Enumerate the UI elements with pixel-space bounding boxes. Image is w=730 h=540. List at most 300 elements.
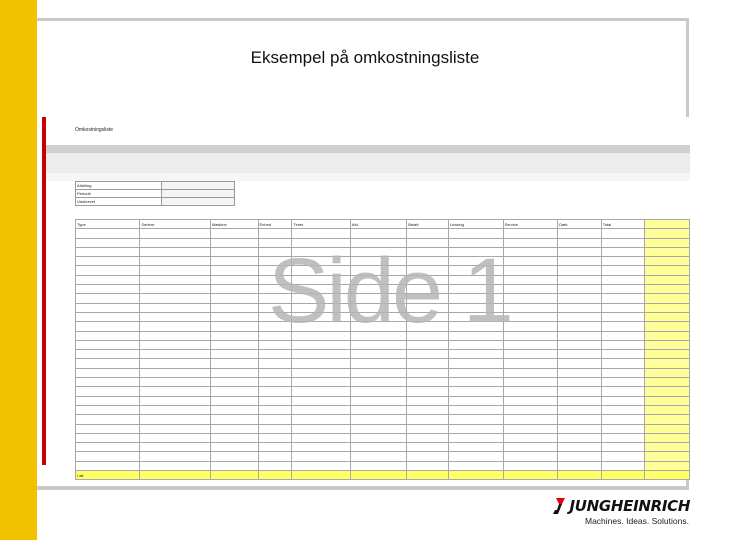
table-row: [76, 368, 690, 377]
table-cell: [258, 461, 292, 470]
table-cell: [558, 424, 602, 433]
table-cell: [76, 340, 140, 349]
table-row: [76, 285, 690, 294]
table-cell: [258, 433, 292, 442]
table-cell: [645, 266, 690, 275]
table-cell: [210, 368, 258, 377]
table-cell: [210, 433, 258, 442]
table-cell: [140, 303, 210, 312]
table-cell: [407, 433, 449, 442]
table-cell: [210, 275, 258, 284]
table-cell: [76, 368, 140, 377]
table-cell: [140, 433, 210, 442]
table-row: [76, 294, 690, 303]
table-cell: [558, 415, 602, 424]
table-cell: [601, 368, 645, 377]
table-cell: [645, 257, 690, 266]
table-cell: [601, 229, 645, 238]
table-cell: [448, 257, 503, 266]
table-cell: [503, 238, 558, 247]
table-cell: [140, 285, 210, 294]
table-cell: [645, 238, 690, 247]
table-cell: [140, 368, 210, 377]
table-cell: [448, 368, 503, 377]
info-block: [75, 181, 235, 206]
table-cell: [350, 312, 406, 321]
table-row: [76, 275, 690, 284]
table-cell: [407, 275, 449, 284]
table-cell: [558, 378, 602, 387]
table-cell: [448, 229, 503, 238]
table-cell: [601, 312, 645, 321]
table-cell: [448, 378, 503, 387]
table-cell: [448, 294, 503, 303]
table-cell: [645, 368, 690, 377]
table-cell: [558, 303, 602, 312]
table-cell: [140, 229, 210, 238]
table-cell: [76, 415, 140, 424]
table-cell: [558, 340, 602, 349]
table-cell: [350, 275, 406, 284]
table-cell: [140, 461, 210, 470]
table-cell: [350, 322, 406, 331]
table-cell: [503, 405, 558, 414]
table-cell: [558, 247, 602, 256]
table-row: [76, 452, 690, 461]
bottom-rule: [37, 486, 689, 490]
table-cell: [140, 275, 210, 284]
table-row: [76, 266, 690, 275]
table-body: [76, 229, 690, 480]
column-header: Enhed: [258, 220, 292, 229]
table-cell: [258, 424, 292, 433]
table-cell: [645, 415, 690, 424]
table-cell: [292, 312, 351, 321]
table-cell: [503, 452, 558, 461]
table-cell: [407, 238, 449, 247]
table-cell: [558, 433, 602, 442]
table-cell: [407, 368, 449, 377]
table-cell: [407, 294, 449, 303]
table-cell: [258, 285, 292, 294]
table-cell: [350, 452, 406, 461]
total-cell: [350, 471, 406, 480]
table-cell: [350, 368, 406, 377]
table-cell: [448, 424, 503, 433]
table-cell: [601, 247, 645, 256]
table-cell: [601, 396, 645, 405]
table-cell: [292, 415, 351, 424]
table-cell: [258, 415, 292, 424]
table-cell: [76, 294, 140, 303]
table-cell: [76, 378, 140, 387]
table-cell: [601, 433, 645, 442]
table-row: [76, 378, 690, 387]
table-cell: [448, 433, 503, 442]
table-cell: [503, 340, 558, 349]
table-cell: [258, 378, 292, 387]
logo-mark-icon: [553, 498, 565, 514]
table-cell: [601, 322, 645, 331]
info-value: [162, 198, 235, 206]
table-cell: [601, 350, 645, 359]
table-cell: [210, 350, 258, 359]
table-cell: [448, 238, 503, 247]
table-cell: [292, 368, 351, 377]
table-cell: [210, 461, 258, 470]
table-row: [76, 238, 690, 247]
table-cell: [601, 443, 645, 452]
table-cell: [210, 229, 258, 238]
table-row: [76, 415, 690, 424]
table-cell: [503, 396, 558, 405]
table-cell: [503, 285, 558, 294]
table-cell: [292, 350, 351, 359]
table-cell: [210, 387, 258, 396]
table-cell: [645, 461, 690, 470]
table-cell: [407, 461, 449, 470]
table-cell: [503, 294, 558, 303]
table-cell: [558, 461, 602, 470]
table-cell: [503, 433, 558, 442]
table-cell: [448, 405, 503, 414]
table-cell: [210, 331, 258, 340]
table-cell: [292, 266, 351, 275]
table-cell: [448, 266, 503, 275]
table-cell: [601, 452, 645, 461]
table-cell: [76, 257, 140, 266]
table-cell: [503, 322, 558, 331]
total-cell: [645, 471, 690, 480]
table-cell: [76, 405, 140, 414]
table-cell: [292, 396, 351, 405]
table-cell: [258, 331, 292, 340]
table-cell: [76, 312, 140, 321]
table-cell: [407, 350, 449, 359]
table-cell: [503, 303, 558, 312]
column-header: Dæk: [558, 220, 602, 229]
table-cell: [76, 266, 140, 275]
table-cell: [76, 387, 140, 396]
table-cell: [558, 405, 602, 414]
table-row: [76, 396, 690, 405]
table-cell: [140, 387, 210, 396]
table-cell: [350, 396, 406, 405]
table-cell: [448, 340, 503, 349]
table-cell: [350, 247, 406, 256]
table-cell: [645, 443, 690, 452]
table-cell: [558, 368, 602, 377]
table-cell: [601, 238, 645, 247]
table-cell: [258, 229, 292, 238]
table-cell: [601, 285, 645, 294]
table-cell: [76, 452, 140, 461]
table-cell: [258, 443, 292, 452]
table-cell: [645, 322, 690, 331]
table-cell: [210, 396, 258, 405]
table-cell: [503, 350, 558, 359]
table-row: [76, 443, 690, 452]
table-cell: [140, 257, 210, 266]
slide-title: Eksempel på omkostningsliste: [250, 48, 480, 67]
table-cell: [140, 452, 210, 461]
table-cell: [292, 322, 351, 331]
column-header: [645, 220, 690, 229]
table-cell: [140, 312, 210, 321]
table-cell: [645, 340, 690, 349]
total-cell: [448, 471, 503, 480]
table-cell: [558, 322, 602, 331]
table-cell: [407, 340, 449, 349]
spreadsheet-header-band: [46, 153, 690, 173]
table-cell: [258, 368, 292, 377]
table-cell: [258, 322, 292, 331]
table-header-row: [76, 220, 690, 229]
table-cell: [558, 257, 602, 266]
table-cell: [258, 396, 292, 405]
table-cell: [448, 303, 503, 312]
table-cell: [140, 378, 210, 387]
table-cell: [210, 266, 258, 275]
table-cell: [601, 275, 645, 284]
table-cell: [210, 415, 258, 424]
table-cell: [645, 359, 690, 368]
table-row: [76, 433, 690, 442]
table-cell: [140, 415, 210, 424]
table-row: [76, 312, 690, 321]
table-cell: [140, 396, 210, 405]
table-cell: [558, 266, 602, 275]
table-cell: [350, 238, 406, 247]
table-cell: [76, 229, 140, 238]
table-cell: [258, 340, 292, 349]
table-cell: [292, 331, 351, 340]
table-cell: [645, 452, 690, 461]
table-cell: [210, 424, 258, 433]
table-cell: [292, 387, 351, 396]
table-cell: [601, 378, 645, 387]
table-cell: [210, 340, 258, 349]
table-cell: [645, 247, 690, 256]
table-cell: [448, 387, 503, 396]
table-cell: [140, 238, 210, 247]
table-cell: [645, 350, 690, 359]
table-cell: [210, 312, 258, 321]
table-cell: [503, 312, 558, 321]
total-cell: [407, 471, 449, 480]
table-cell: [292, 461, 351, 470]
table-cell: [448, 331, 503, 340]
table-cell: [645, 303, 690, 312]
table-cell: [503, 247, 558, 256]
table-cell: [601, 340, 645, 349]
table-cell: [407, 247, 449, 256]
table-cell: [350, 285, 406, 294]
table-cell: [258, 294, 292, 303]
table-cell: [76, 350, 140, 359]
table-cell: [292, 424, 351, 433]
info-value: [162, 182, 235, 190]
table-cell: [76, 303, 140, 312]
table-cell: [210, 247, 258, 256]
table-cell: [350, 340, 406, 349]
table-row: [76, 340, 690, 349]
table-cell: [210, 238, 258, 247]
table-cell: [407, 405, 449, 414]
table-cell: [292, 443, 351, 452]
table-cell: [76, 285, 140, 294]
table-cell: [448, 275, 503, 284]
table-cell: [601, 266, 645, 275]
table-cell: [210, 378, 258, 387]
table-cell: [76, 238, 140, 247]
table-cell: [601, 461, 645, 470]
spreadsheet-screenshot: [42, 117, 690, 478]
table-cell: [76, 443, 140, 452]
table-cell: [76, 322, 140, 331]
table-cell: [258, 452, 292, 461]
table-cell: [448, 312, 503, 321]
spreadsheet-toolbar-band: [46, 145, 690, 153]
table-cell: [448, 415, 503, 424]
table-cell: [407, 266, 449, 275]
table-cell: [601, 359, 645, 368]
table-cell: [601, 415, 645, 424]
table-cell: [350, 405, 406, 414]
table-cell: [140, 405, 210, 414]
table-cell: [76, 433, 140, 442]
column-header: Timer: [292, 220, 351, 229]
table-cell: [503, 266, 558, 275]
table-cell: [292, 405, 351, 414]
table-cell: [292, 452, 351, 461]
table-cell: [645, 396, 690, 405]
table-cell: [645, 387, 690, 396]
table-cell: [448, 322, 503, 331]
table-cell: [645, 285, 690, 294]
table-row: [76, 331, 690, 340]
table-cell: [407, 257, 449, 266]
table-cell: [503, 461, 558, 470]
table-cell: [350, 303, 406, 312]
table-cell: [258, 238, 292, 247]
table-cell: [407, 378, 449, 387]
table-total-row: [76, 471, 690, 480]
table-cell: [350, 433, 406, 442]
column-header: Leasing: [448, 220, 503, 229]
table-cell: [292, 359, 351, 368]
table-cell: [558, 238, 602, 247]
table-cell: [407, 303, 449, 312]
table-cell: [350, 415, 406, 424]
info-value: [162, 190, 235, 198]
table-cell: [76, 396, 140, 405]
table-cell: [76, 424, 140, 433]
info-label: Udskrevet: [76, 198, 162, 206]
table-cell: [601, 405, 645, 414]
table-cell: [558, 387, 602, 396]
table-cell: [292, 303, 351, 312]
spreadsheet-subheader-band: [46, 173, 690, 181]
table-cell: [140, 322, 210, 331]
table-cell: [558, 294, 602, 303]
table-cell: [350, 378, 406, 387]
table-row: [76, 322, 690, 331]
total-cell: [258, 471, 292, 480]
table-cell: [407, 452, 449, 461]
table-cell: [407, 285, 449, 294]
table-cell: [558, 396, 602, 405]
table-cell: [210, 257, 258, 266]
table-cell: [558, 443, 602, 452]
logo-wordmark: JUNGHEINRICH: [569, 497, 691, 515]
table-cell: [503, 368, 558, 377]
table-cell: [258, 247, 292, 256]
total-cell: [140, 471, 210, 480]
table-row: [76, 350, 690, 359]
table-cell: [292, 294, 351, 303]
table-cell: [210, 294, 258, 303]
table-cell: [503, 378, 558, 387]
table-cell: [558, 285, 602, 294]
table-cell: [407, 396, 449, 405]
table-cell: [558, 229, 602, 238]
table-cell: [140, 331, 210, 340]
column-header: Serienr.: [140, 220, 210, 229]
total-cell: I alt: [76, 471, 140, 480]
table-cell: [503, 387, 558, 396]
info-label: Periode: [76, 190, 162, 198]
table-cell: [645, 424, 690, 433]
info-row: [76, 198, 235, 206]
table-cell: [258, 257, 292, 266]
table-cell: [350, 359, 406, 368]
table-cell: [448, 285, 503, 294]
table-cell: [645, 433, 690, 442]
table-cell: [76, 331, 140, 340]
table-cell: [407, 424, 449, 433]
table-cell: [558, 452, 602, 461]
info-label: Afdeling: [76, 182, 162, 190]
table-cell: [210, 285, 258, 294]
table-cell: [292, 378, 351, 387]
watermark-text: Side 1: [268, 240, 511, 342]
table-row: [76, 461, 690, 470]
table-cell: [292, 229, 351, 238]
table-cell: [645, 378, 690, 387]
total-cell: [558, 471, 602, 480]
table-cell: [258, 266, 292, 275]
column-header: Maskine: [210, 220, 258, 229]
table-cell: [258, 359, 292, 368]
table-cell: [140, 443, 210, 452]
table-cell: [140, 294, 210, 303]
table-cell: [448, 247, 503, 256]
table-cell: [558, 275, 602, 284]
table-cell: [503, 443, 558, 452]
table-cell: [448, 359, 503, 368]
table-cell: [448, 396, 503, 405]
table-cell: [601, 257, 645, 266]
table-cell: [140, 350, 210, 359]
table-cell: [140, 424, 210, 433]
table-cell: [645, 312, 690, 321]
table-cell: [448, 452, 503, 461]
table-row: [76, 229, 690, 238]
table-cell: [601, 294, 645, 303]
table-cell: [645, 331, 690, 340]
table-cell: [407, 359, 449, 368]
